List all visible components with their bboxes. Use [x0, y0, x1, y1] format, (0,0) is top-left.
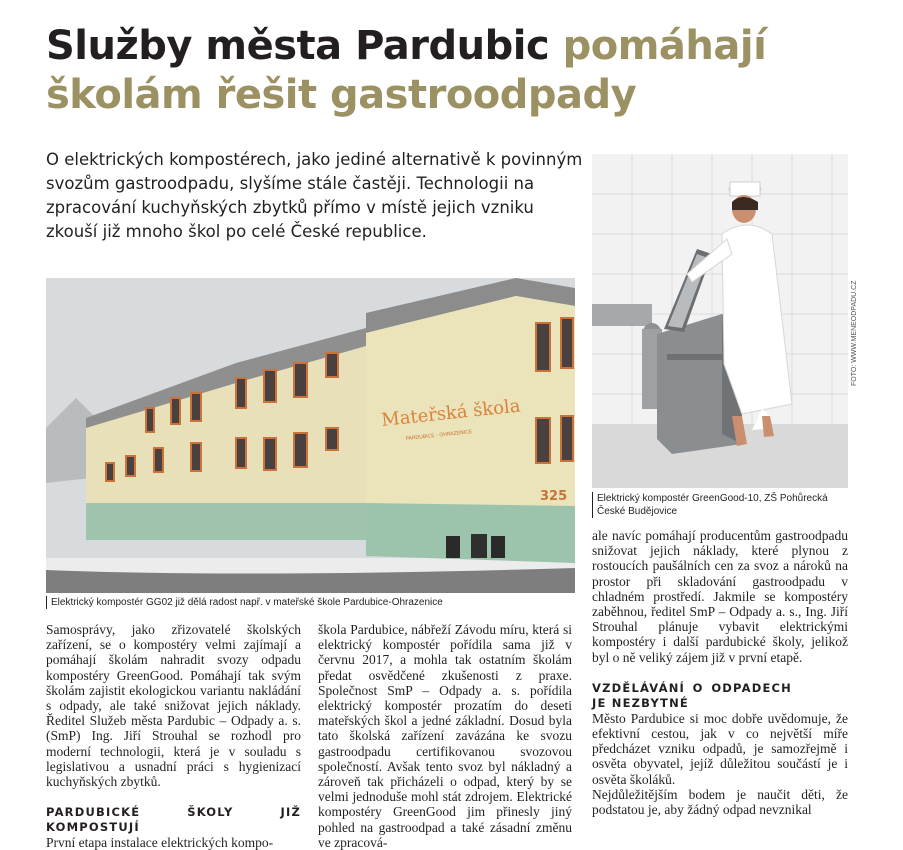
building-sign: Mateřská škola — [380, 395, 522, 431]
col2-paragraph-1: škola Pardubice, nábřeží Závodu míru, která si elektrický kompostér pořídila sama již v červnu 2017, a mohla tak ostatním školám předat osvědčené zkušenosti z praxe. Společnost SmP – Odpady a. s. pořídila elektrický kompostér prozatím do deseti mateřských škol a jedné základní. Dosud byla tato školská zařízení zavázána ke svozu gastroodpadu certifikovanou svozovou společností. Avšak tento svoz byl nákladný a zároveň tak přicházeli o odpad, který by se velmi jednoduše mohl stát zdrojem. Elektrické kompostéry GreenGood jim přinesly jiný pohled na gastroodpad a také zásadní změnu ve zpracová- — [318, 622, 572, 850]
text-column-2 — [318, 622, 572, 850]
col1-paragraph-1: Samosprávy, jako zřizovatelé školských zařízení, se o kompostéry velmi zajímají a pomáhají školám nahradit svozy odpadu kompostéry GreenGood. Pomáhají tak svým školám zajistit ekologickou variantu nakládání s odpady, ale také snižovat jejich náklady. Ředitel Služeb města Pardubic – Odpady a. s. (SmP) Ing. Jiří Strouhal se rozhodl pro moderní technologii, která je v souladu s legislativou a usnadní práci s hygienizací kuchyňských zbytků. — [46, 622, 301, 790]
side-photo-caption — [592, 492, 828, 518]
text-column-3 — [592, 528, 848, 817]
house-number: 325 — [540, 489, 568, 504]
side-caption-line-2: České Budějovice — [597, 506, 678, 517]
title-part-accent-line2: školám řešit gastroodpady — [46, 72, 637, 118]
text-column-1 — [46, 622, 301, 850]
kindergarten-photo — [46, 278, 575, 593]
title-part-dark: Služby města Pardubic — [46, 23, 550, 69]
main-photo-caption: Elektrický kompostér GG02 již dělá radost např. v mateřské škole Pardubice-Ohrazenice — [46, 596, 443, 609]
side-caption-line-1: Elektrický kompostér GreenGood-10, ZŠ Pohůrecká — [597, 493, 828, 504]
building-sign-sub: PARDUBICE - OHRAZENICE — [405, 429, 473, 442]
col1-subheading: PARDUBICKÉ ŠKOLY JIŽ KOMPOSTUJÍ — [46, 805, 301, 835]
col3-paragraph-3: Nejdůležitějším bodem je naučit děti, že podstatou je, aby žádný odpad nevznikal — [592, 786, 848, 818]
col1-paragraph-2: První etapa instalace elektrických kompo- — [46, 835, 274, 850]
title-part-accent: pomáhají — [562, 23, 767, 69]
photo-credit: FOTO: WWW.MENEODPADU.CZ — [851, 280, 858, 386]
article-lead: O elektrických kompostérech, jako jediné alternativě k povinným svozům gastroodpadu, slyšíme stále častěji. Technologii na zpracování kuchyňských zbytků přímo v místě jejich vzniku zkouší již mnoho škol po celé České republice. — [46, 150, 583, 241]
col3-subheading: VZDĚLÁVÁNÍ O ODPADECH JE NEZBYTNÉ — [592, 680, 792, 710]
col3-paragraph-2: Město Pardubice si moc dobře uvědomuje, že efektivní cestou, jak v co největší míře předcházet vzniku odpadů, je samozřejmě i osvěta obyvatel, jejíž důležitou součástí je i osvěta školáků. — [592, 710, 848, 787]
col3-paragraph-1: ale navíc pomáhají producentům gastroodpadu snižovat jejich náklady, které plynou z rostoucích paušálních cen za svoz a nároků na prostor při skladování gastroodpadu v chladném prostředí. Jakmile se kompostéry zaběhnou, ředitel SmP – Odpady a. s., Ing. Jiří Strouhal plánuje vybavit elektrickými kompostéry i další pardubické školy, jelikož byl o ně veliký zájem již v první etapě. — [592, 528, 848, 665]
composter-photo — [592, 154, 848, 488]
article-title — [46, 22, 886, 120]
